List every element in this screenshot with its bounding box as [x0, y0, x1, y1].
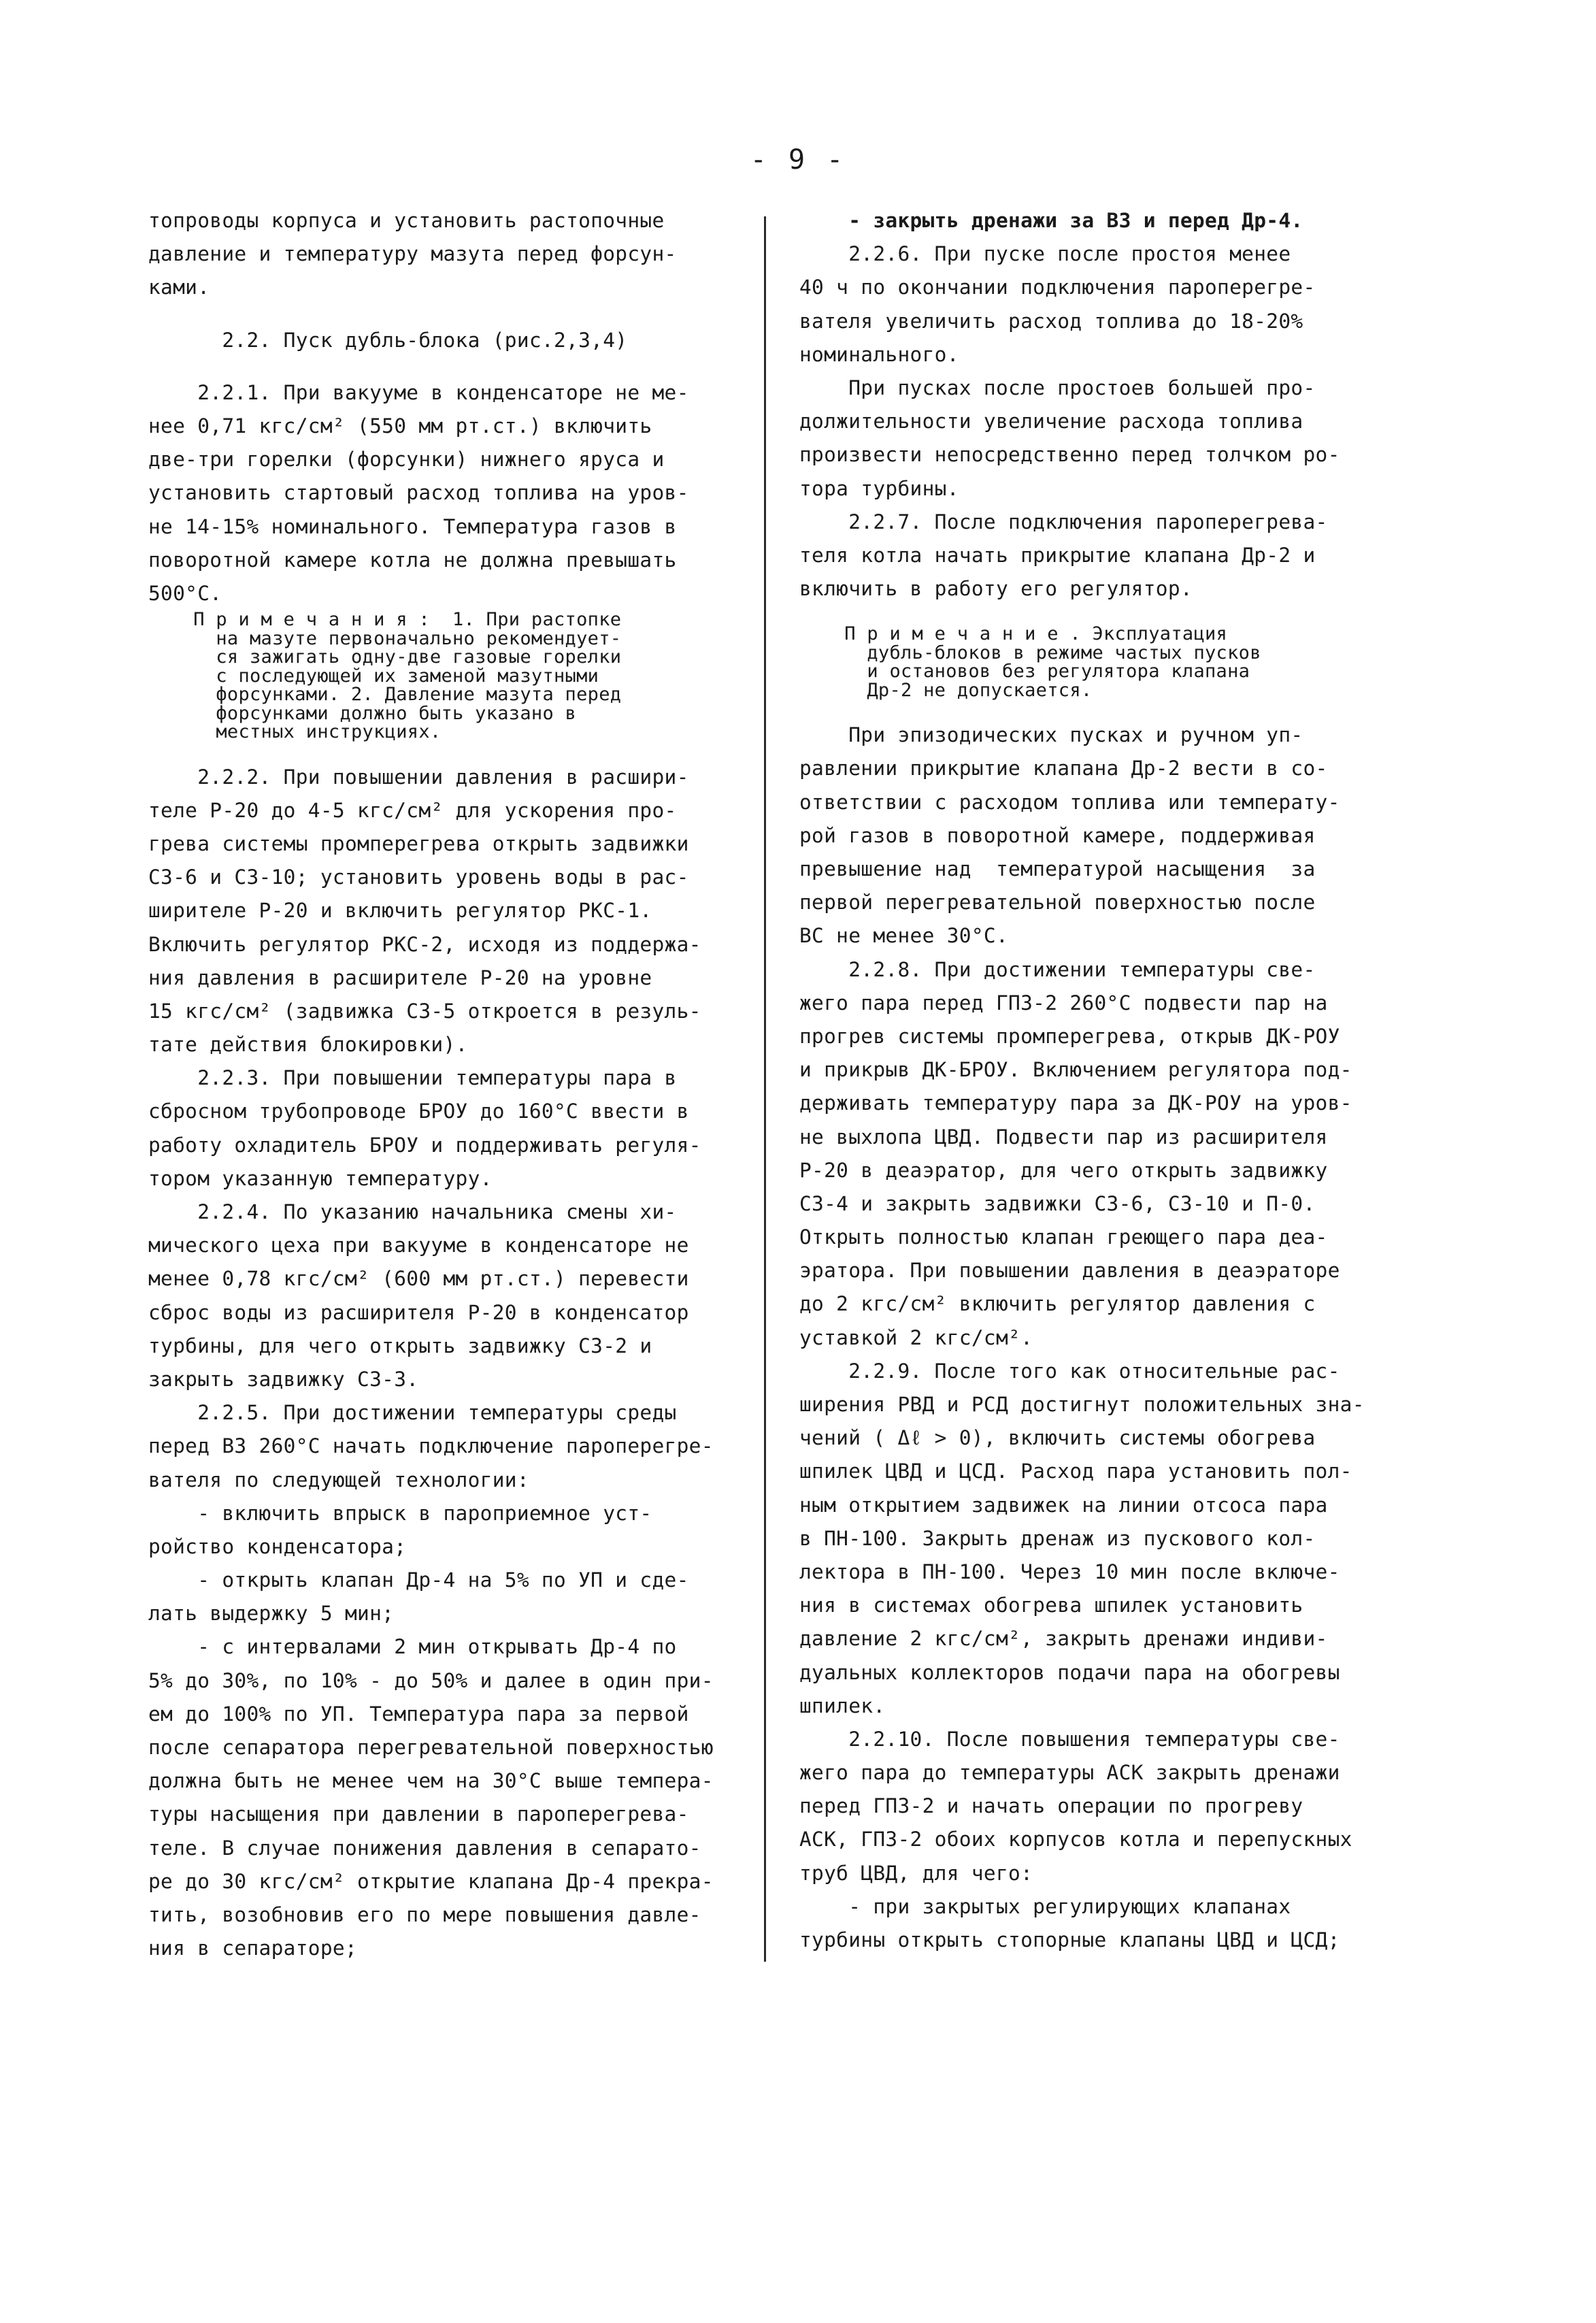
text-line: ками. — [148, 276, 210, 299]
paragraph-gap — [799, 699, 1408, 719]
note-line: П р и м е ч а н и е . Эксплуатация — [799, 623, 1228, 645]
text-line: дуальных коллекторов подачи пара на обогревы — [799, 1660, 1340, 1684]
text-line: - открыть клапан Др-4 на 5% по УП и сде- — [148, 1568, 689, 1592]
text-line: 5% до 30%, по 10% - до 50% и далее в один при- — [148, 1668, 714, 1692]
note-line: ся зажигать одну-две газовые горелки — [148, 646, 622, 668]
text-line: 2.2.1. При вакууме в конденсаторе не ме- — [148, 380, 689, 404]
text-line: сбросном трубопроводе БРОУ до 160°С ввести в — [148, 1100, 689, 1123]
text-line: Включить регулятор РКС-2, исходя из поддержа- — [148, 932, 701, 956]
text-line: мического цеха при вакууме в конденсаторе не — [148, 1234, 689, 1257]
text-line: перед ГПЗ-2 и начать операции по прогреву — [799, 1794, 1303, 1818]
text-line: менее 0,78 кгс/см² (600 мм рт.ст.) перевести — [148, 1267, 689, 1291]
text-line: 2.2.3. При повышении температуры пара в — [148, 1066, 677, 1090]
text-line: ширителе Р-20 и включить регулятор РКС-1. — [148, 899, 652, 923]
note-line: Др-2 не допускается. — [799, 679, 1093, 701]
text-line: ния в сепараторе; — [148, 1937, 358, 1960]
text-line: 2.2.4. По указанию начальника смены хи- — [148, 1200, 677, 1223]
text-line: 2.2.5. При достижении температуры среды — [148, 1401, 677, 1425]
text-line: ным открытием задвижек на линии отсоса пара — [799, 1493, 1328, 1517]
text-line: должительности увеличение расхода топлива — [799, 410, 1303, 433]
text-line: ре до 30 кгс/см² открытие клапана Др-4 прекра- — [148, 1869, 714, 1893]
text-line: превышение над температурой насыщения за — [799, 857, 1316, 880]
text-line: вателя по следующей технологии: — [148, 1468, 529, 1492]
text-line: закрыть задвижку С3-3. — [148, 1367, 419, 1391]
text-line: ем до 100% по УП. Температура пара за первой — [148, 1702, 689, 1726]
text-line: в ПН-100. Закрыть дренаж из пускового кол- — [799, 1526, 1316, 1550]
text-line: туры насыщения при давлении в пароперегрева- — [148, 1802, 689, 1826]
text-line: С3-6 и С3-10; установить уровень воды в рас- — [148, 866, 689, 889]
text-line: турбины, для чего открыть задвижку С3-2 и — [148, 1334, 652, 1357]
text-line: чений ( Δℓ > 0), включить системы обогрева — [799, 1426, 1316, 1450]
text-line: рой газов в поворотной камере, поддерживая — [799, 823, 1316, 847]
text-line: 500°С. — [148, 581, 222, 605]
text-line: нее 0,71 кгс/см² (550 мм рт.ст.) включить — [148, 414, 652, 438]
note-line: и остановов без регулятора клапана — [799, 661, 1250, 682]
text-line: лать выдержку 5 мин; — [148, 1602, 395, 1626]
text-line: - включить впрыск в пароприемное уст- — [148, 1501, 652, 1525]
text-line: уставкой 2 кгс/см². — [799, 1325, 1033, 1349]
text-line: и прикрыв ДК-БРОУ. Включением регулятора под- — [799, 1058, 1352, 1082]
text-line: жего пара до температуры АСК закрыть дренажи — [799, 1761, 1340, 1785]
text-line: - при закрытых регулирующих клапанах — [799, 1894, 1291, 1918]
note-line: с последующей их заменой мазутными — [148, 665, 599, 687]
text-line: 2.2. Пуск дубль-блока (рис.2,3,4) — [148, 328, 628, 352]
column-divider — [764, 216, 766, 1962]
text-line: грева системы промперегрева открыть задвижки — [148, 831, 689, 855]
page-number: - 9 - — [750, 144, 846, 176]
text-line: должна быть не менее чем на 30°С выше темпера- — [148, 1769, 714, 1793]
note-line: форсунками. 2. Давление мазута перед — [148, 684, 622, 706]
text-line: ройство конденсатора; — [148, 1534, 407, 1558]
text-line: произвести непосредственно перед толчком ро- — [799, 443, 1340, 467]
text-line: шпилек. — [799, 1694, 886, 1717]
text-line: тором указанную температуру. — [148, 1166, 493, 1190]
note-line: на мазуте первоначально рекомендует- — [148, 627, 622, 649]
text-line: 40 ч по окончании подключения пароперегре- — [799, 276, 1316, 299]
note-line: местных инструкциях. — [148, 721, 442, 743]
text-line: ния в системах обогрева шпилек установить — [799, 1594, 1303, 1617]
text-line: топроводы корпуса и установить растопочные — [148, 209, 665, 232]
text-line: 15 кгс/см² (задвижка С3-5 откроется в резуль- — [148, 999, 701, 1023]
text-line: работу охладитель БРОУ и поддерживать регуля- — [148, 1133, 701, 1157]
right-column — [799, 204, 1408, 1957]
text-line: - закрыть дренажи за ВЗ и перед Др-4. — [799, 209, 1303, 232]
text-line: тате действия блокировки). — [148, 1033, 468, 1057]
text-line: не выхлопа ЦВД. Подвести пар из расширителя — [799, 1125, 1328, 1149]
paragraph-gap — [799, 606, 1408, 625]
text-line: Открыть полностью клапан греющего пара деа- — [799, 1225, 1328, 1249]
text-line: 2.2.6. При пуске после простоя менее — [799, 242, 1291, 266]
text-line: давление и температуру мазута перед форсун- — [148, 242, 677, 266]
paragraph-gap — [148, 305, 757, 324]
paragraph-gap — [148, 742, 757, 761]
text-line: 2.2.2. При повышении давления в расшири- — [148, 765, 689, 789]
text-line: 2.2.7. После подключения пароперегрева- — [799, 510, 1328, 533]
text-line: вателя увеличить расход топлива до 18-20% — [799, 309, 1303, 333]
text-line: ния давления в расширителе Р-20 на уровне — [148, 966, 652, 989]
text-line: 2.2.8. При достижении температуры све- — [799, 957, 1316, 981]
text-line: не 14-15% номинального. Температура газов в — [148, 514, 677, 538]
note-line: форсунками должно быть указано в — [148, 702, 577, 724]
text-line: включить в работу его регулятор. — [799, 577, 1193, 601]
text-line: жего пара перед ГПЗ-2 260°С подвести пар на — [799, 991, 1328, 1015]
text-line: номинального. — [799, 342, 959, 366]
text-line: теле. В случае понижения давления в сепарато- — [148, 1836, 701, 1860]
text-line: турбины открыть стопорные клапаны ЦВД и ЦСД; — [799, 1928, 1340, 1951]
text-line: 2.2.9. После того как относительные рас- — [799, 1359, 1340, 1383]
text-line: теля котла начать прикрытие клапана Др-2 и — [799, 543, 1316, 567]
text-line: тора турбины. — [799, 476, 959, 500]
text-line: равлении прикрытие клапана Др-2 вести в со- — [799, 757, 1328, 780]
text-line: поворотной камере котла не должна превышать — [148, 548, 677, 572]
text-line: ответствии с расходом топлива или температу- — [799, 790, 1340, 814]
text-line: 2.2.10. После повышения температуры све- — [799, 1727, 1340, 1751]
text-line: лектора в ПН-100. Через 10 мин после включе- — [799, 1560, 1340, 1583]
text-line: первой перегревательной поверхностью после — [799, 891, 1316, 915]
text-line: ВС не менее 30°С. — [799, 924, 1009, 948]
text-line: эратора. При повышении давления в деаэраторе — [799, 1259, 1340, 1283]
paragraph-gap — [148, 357, 757, 376]
text-line: АСК, ГПЗ-2 обоих корпусов котла и перепускных — [799, 1828, 1352, 1851]
text-line: тить, возобновив его по мере повышения давле- — [148, 1902, 701, 1926]
note-line: дубль-блоков в режиме частых пусков — [799, 642, 1261, 663]
text-line: Р-20 в деаэратор, для чего открыть задвижку — [799, 1158, 1328, 1182]
text-line: ширения РВД и РСД достигнут положительных зна- — [799, 1393, 1365, 1416]
text-line: труб ЦВД, для чего: — [799, 1861, 1033, 1885]
text-line: давление 2 кгс/см², закрыть дренажи индиви- — [799, 1627, 1328, 1651]
text-line: до 2 кгс/см² включить регулятор давления с — [799, 1292, 1316, 1316]
text-line: перед ВЗ 260°С начать подключение пароперегре- — [148, 1434, 714, 1458]
text-line: держивать температуру пара за ДК-РОУ на уров- — [799, 1091, 1352, 1115]
note-line: П р и м е ч а н и я : 1. При растопке — [148, 609, 622, 631]
text-line: теле Р-20 до 4-5 кгс/см² для ускорения про- — [148, 798, 677, 822]
text-line: прогрев системы промперегрева, открыв ДК-РОУ — [799, 1024, 1340, 1048]
text-line: С3-4 и закрыть задвижки С3-6, С3-10 и П-0. — [799, 1191, 1316, 1215]
text-line: При эпизодических пусках и ручном уп- — [799, 723, 1303, 747]
left-column — [148, 204, 757, 1965]
text-line: установить стартовый расход топлива на уров- — [148, 481, 689, 505]
text-line: шпилек ЦВД и ЦСД. Расход пара установить пол- — [799, 1460, 1352, 1483]
text-line: две-три горелки (форсунки) нижнего яруса и — [148, 448, 665, 472]
text-line: сброс воды из расширителя Р-20 в конденсатор — [148, 1300, 689, 1324]
text-line: При пусках после простоев большей про- — [799, 376, 1316, 399]
text-line: - с интервалами 2 мин открывать Др-4 по — [148, 1635, 677, 1659]
text-line: после сепаратора перегревательной поверхностью — [148, 1736, 714, 1759]
